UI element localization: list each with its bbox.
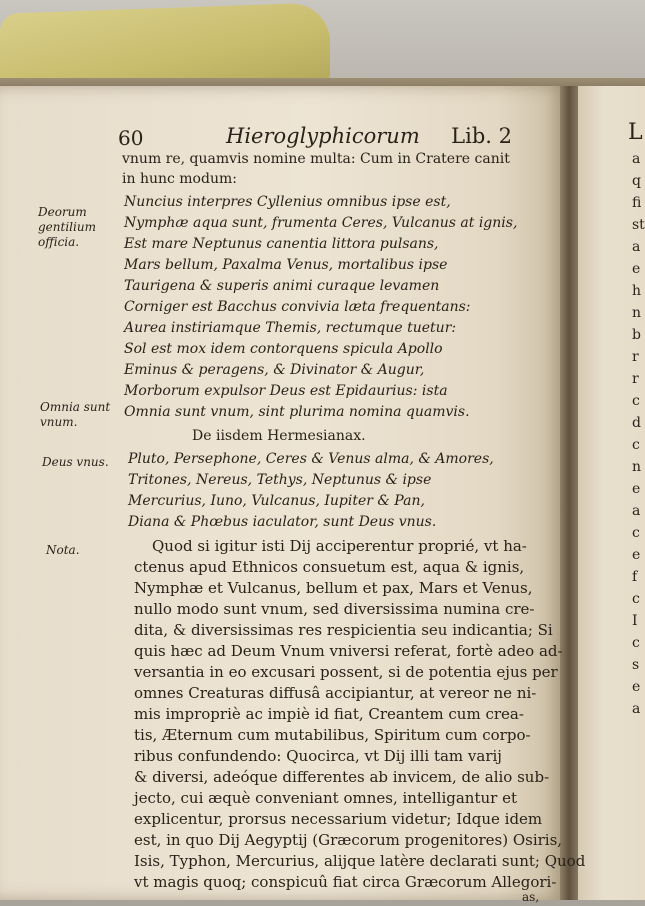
prose-line: Quod si igitur isti Dij acciperentur proprié, vt ha-	[152, 537, 527, 555]
prose-line: vt magis quoq; conspicuû fiat circa Græcorum Allegori-	[134, 873, 557, 891]
verse-line: Eminus & peragens, & Divinator & Augur,	[124, 362, 425, 378]
facing-letter: st	[632, 217, 645, 233]
facing-letter: n	[632, 305, 642, 321]
facing-letter: c	[632, 437, 640, 453]
intro-line: in hunc modum:	[122, 171, 237, 187]
facing-letter: a	[632, 701, 641, 717]
facing-letter: c	[632, 591, 640, 607]
verse-line: Tritones, Nereus, Tethys, Neptunus & ipse	[128, 472, 432, 488]
prose-line: omnes Creaturas diffusâ accipiantur, at vereor ne ni-	[134, 684, 537, 702]
facing-letter: c	[632, 635, 640, 651]
verse-line: Omnia sunt vnum, sint plurima nomina quamvis.	[124, 404, 470, 420]
verse-line: Mars bellum, Paxalma Venus, mortalibus ipse	[124, 257, 448, 273]
verse-line: Nymphæ aqua sunt, frumenta Ceres, Vulcanus at ignis,	[124, 215, 518, 231]
margin-note-nota: Nota.	[46, 543, 80, 557]
facing-letter: r	[632, 349, 639, 365]
facing-letter: e	[632, 679, 641, 695]
book-label: Lib. 2	[451, 124, 512, 148]
prose-line: nullo modo sunt vnum, sed diversissima numina cre-	[134, 600, 535, 618]
facing-letter: c	[632, 393, 640, 409]
prose-line: mis impropriè ac impiè id fiat, Creantem cum crea-	[134, 705, 524, 723]
facing-letter: s	[632, 657, 640, 673]
intro-line: vnum re, quamvis nomine multa: Cum in Cratere canit	[122, 151, 510, 167]
facing-letter: c	[632, 525, 640, 541]
prose-line: Nymphæ et Vulcanus, bellum et pax, Mars et Venus,	[134, 579, 533, 597]
prose-line: jecto, cui æquè conveniant omnes, intelligantur et	[134, 789, 517, 807]
facing-letter: q	[632, 173, 641, 189]
prose-line: explicentur, prorsus necessarium videtur; Idque idem	[134, 810, 543, 828]
facing-letter: a	[632, 503, 641, 519]
facing-letter: e	[632, 481, 641, 497]
verse-line: Pluto, Persephone, Ceres & Venus alma, & Amores,	[128, 451, 494, 467]
book-gutter	[560, 86, 578, 900]
facing-letter: b	[632, 327, 641, 343]
facing-letter: f	[632, 569, 638, 585]
prose-line: ctenus apud Ethnicos consuetum est, aqua & ignis,	[134, 558, 525, 576]
verse-line: Nuncius interpres Cyllenius omnibus ipse est,	[124, 194, 451, 210]
facing-letter: a	[632, 151, 641, 167]
prose-line: Isis, Typhon, Mercurius, alijque latère declarati sunt; Quod	[134, 852, 586, 870]
facing-letter: h	[632, 283, 642, 299]
margin-note-deus: Deus vnus.	[42, 455, 109, 469]
facing-letter: n	[632, 459, 642, 475]
verse-line: Sol est mox idem contorquens spicula Apollo	[124, 341, 443, 357]
facing-letter: e	[632, 547, 641, 563]
facing-letter: I	[632, 613, 638, 629]
verse-line: Morborum expulsor Deus est Epidaurius: ista	[124, 383, 448, 399]
prose-line: quis hæc ad Deum Vnum vniversi referat, fortè adeo ad-	[134, 642, 563, 660]
verse-line: Diana & Phœbus iaculator, sunt Deus vnus.	[128, 514, 437, 530]
prose-line: tis, Æternum cum mutabilibus, Spiritum cum corpo-	[134, 726, 531, 744]
facing-letter: e	[632, 261, 641, 277]
margin-note-deorum: Deorum gentilium officia.	[38, 205, 96, 249]
facing-letter: a	[632, 239, 641, 255]
facing-letter: d	[632, 415, 641, 431]
catchword: as,	[522, 890, 540, 904]
prose-line: & diversi, adeóque differentes ab invicem, de alio sub-	[134, 768, 550, 786]
running-title: Hieroglyphicorum	[226, 124, 420, 148]
verse-line: Corniger est Bacchus convivia læta frequentans:	[124, 299, 471, 315]
prose-line: dita, & diversissimas res respicientia seu indicantia; Si	[134, 621, 553, 639]
facing-page-header-letter: L	[628, 120, 643, 145]
facing-letter: r	[632, 371, 639, 387]
prose-line: ribus confundendo: Quocirca, vt Dij illi tam varij	[134, 747, 502, 765]
prose-line: versantia in eo excusari possent, si de potentia ejus per	[134, 663, 558, 681]
section-heading: De iisdem Hermesianax.	[192, 428, 366, 444]
facing-letter: fi	[632, 195, 642, 211]
verse-line: Aurea instiriamque Themis, rectumque tuetur:	[124, 320, 457, 336]
verse-line: Taurigena & superis animi curaque levamen	[124, 278, 440, 294]
verse-line: Est mare Neptunus canentia littora pulsans,	[124, 236, 439, 252]
verse-line: Mercurius, Iuno, Vulcanus, Iupiter & Pan,	[128, 493, 425, 509]
margin-note-omnia: Omnia sunt vnum.	[40, 400, 111, 429]
prose-line: est, in quo Dij Aegyptij (Græcorum progenitores) Osiris,	[134, 831, 563, 849]
page-number: 60	[118, 126, 144, 150]
